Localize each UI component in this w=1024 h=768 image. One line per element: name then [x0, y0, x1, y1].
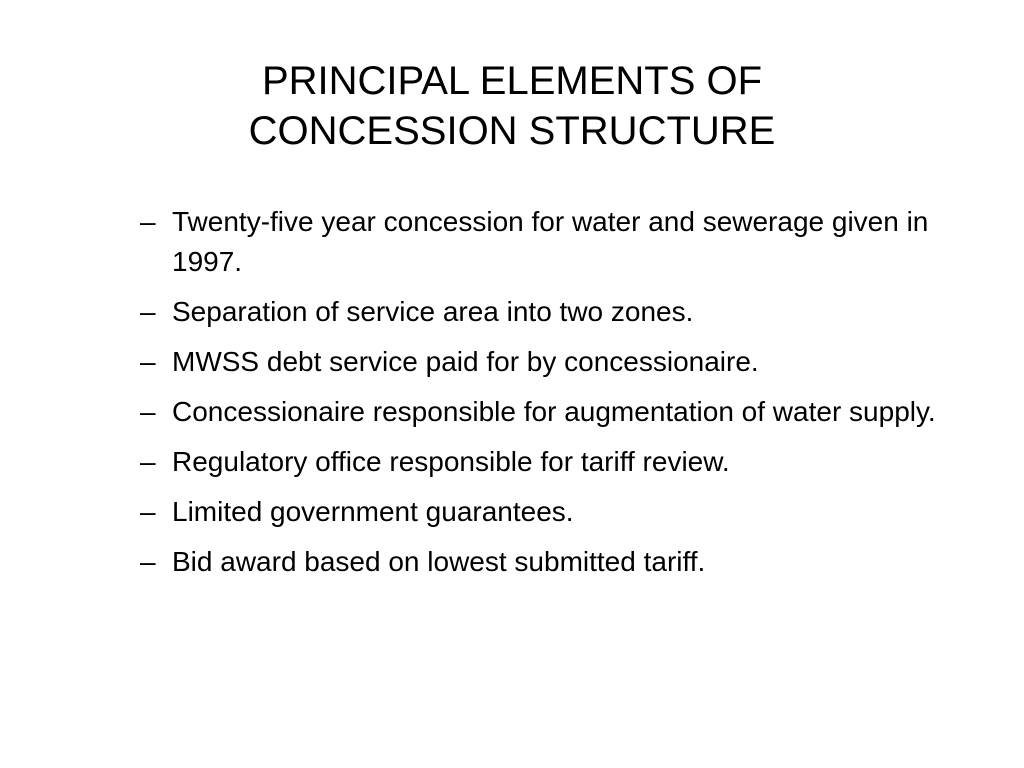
dash-bullet-icon: –	[140, 346, 156, 377]
bullet-item-concession-term	[140, 202, 960, 282]
slide-title-line-2: CONCESSION STRUCTURE	[248, 109, 776, 153]
dash-bullet-icon: –	[140, 206, 156, 237]
dash-bullet-icon: –	[140, 496, 156, 527]
bullet-text: Bid award based on lowest submitted tariff.	[172, 546, 706, 577]
bullet-text: Concessionaire responsible for augmentation of water supply.	[172, 396, 936, 427]
dash-bullet-icon: –	[140, 546, 156, 577]
slide-title	[112, 56, 912, 156]
bullet-item-guarantees	[140, 492, 960, 532]
bullet-item-tariff-review	[140, 442, 960, 482]
bullet-item-service-zones	[140, 292, 960, 332]
bullet-item-bid-award	[140, 542, 960, 582]
bullet-text: Limited government guarantees.	[172, 496, 574, 527]
bullet-text: MWSS debt service paid for by concessionaire.	[172, 346, 759, 377]
dash-bullet-icon: –	[140, 296, 156, 327]
slide-title-line-1: PRINCIPAL ELEMENTS OF	[261, 59, 763, 103]
bullet-text: Regulatory office responsible for tariff review.	[172, 446, 730, 477]
bullet-text: Twenty-five year concession for water and sewerage given in 1997.	[172, 206, 929, 277]
bullet-text: Separation of service area into two zones.	[172, 296, 694, 327]
dash-bullet-icon: –	[140, 396, 156, 427]
dash-bullet-icon: –	[140, 446, 156, 477]
bullet-item-debt-service	[140, 342, 960, 382]
bullet-item-water-supply	[140, 392, 960, 432]
bullet-list	[140, 202, 960, 592]
